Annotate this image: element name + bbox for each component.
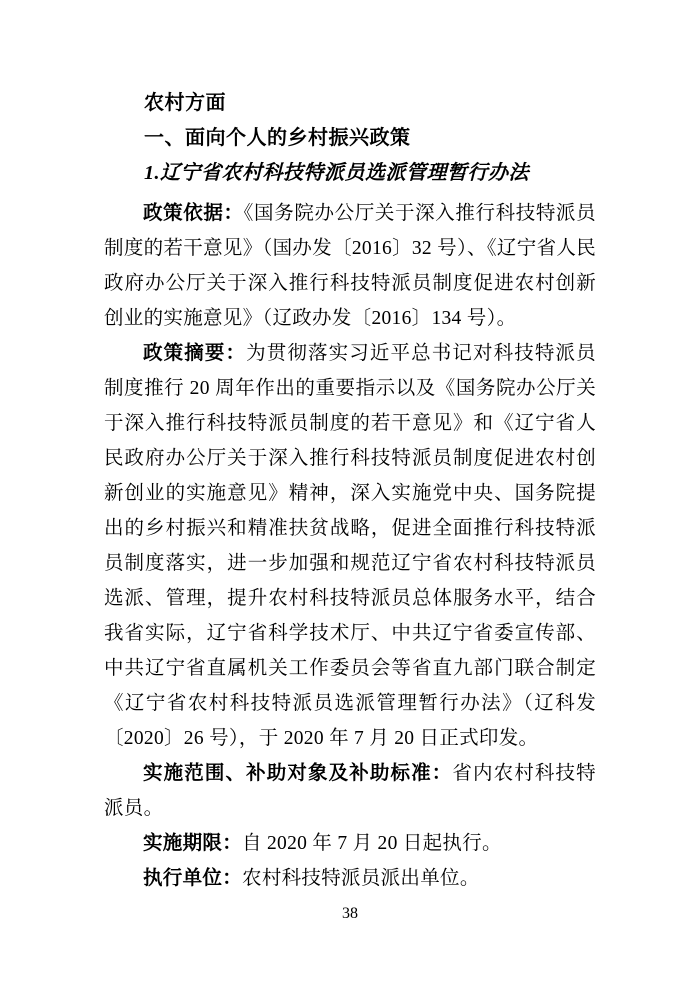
paragraph-label: 实施期限： [143,832,243,854]
policy-title: 1.辽宁省农村科技特派员选派管理暂行办法 [144,162,529,184]
policy-paragraph-scope [104,756,596,826]
section-heading: 农村方面 [144,92,226,114]
paragraph-text: 自 2020 年 7 月 20 日起执行。 [242,833,502,854]
policy-paragraph-basis [104,196,596,336]
policy-paragraph-executor [104,861,596,896]
paragraph-label: 执行单位： [143,867,243,889]
paragraph-text: 农村科技特派员派出单位。 [242,868,480,889]
paragraph-label: 政策依据： [143,202,244,224]
paragraph-text: 《国务院办公厅关于深入推行科技特派员制度的若干意见》（国办发〔2016〕32 号）、《辽宁省人民政府办公厅关于深入推行科技特派员制度促进农村创新创业的实施意见》（辽政办发〔2016〕134 号）。 [104,203,596,329]
policy-paragraph-summary [104,336,596,756]
policy-paragraph-period [104,826,596,861]
paragraph-text: 省内农村科技特派员。 [104,763,596,819]
page-number: 38 [342,905,358,922]
paragraph-text: 为贯彻落实习近平总书记对科技特派员制度推行 20 周年作出的重要指示以及《国务院办公厅关于深入推行科技特派员制度的若干意见》和《辽宁省人民政府办公厅关于深入推行科技特派员制度促进农村创新创业的实施意见》精神，深入实施党中央、国务院提出的乡村振兴和精准扶贫战略，促进全面推行科技特派员制度落实，进一步加强和规范辽宁省农村科技特派员选派、管理，提升农村科技特派员总体服务水平，结合我省实际，辽宁省科学技术厅、中共辽宁省委宣传部、中共辽宁省直属机关工作委员会等省直九部门联合制定《辽宁省农村科技特派员选派管理暂行办法》（辽科发〔2020〕26 号），于 2020 年 7 月 20 日正式印发。 [104,343,596,749]
subsection-heading: 一、面向个人的乡村振兴政策 [144,127,411,149]
page-content [104,86,596,896]
paragraph-label: 实施范围、补助对象及补助标准： [143,762,453,784]
paragraph-label: 政策摘要： [143,342,247,364]
